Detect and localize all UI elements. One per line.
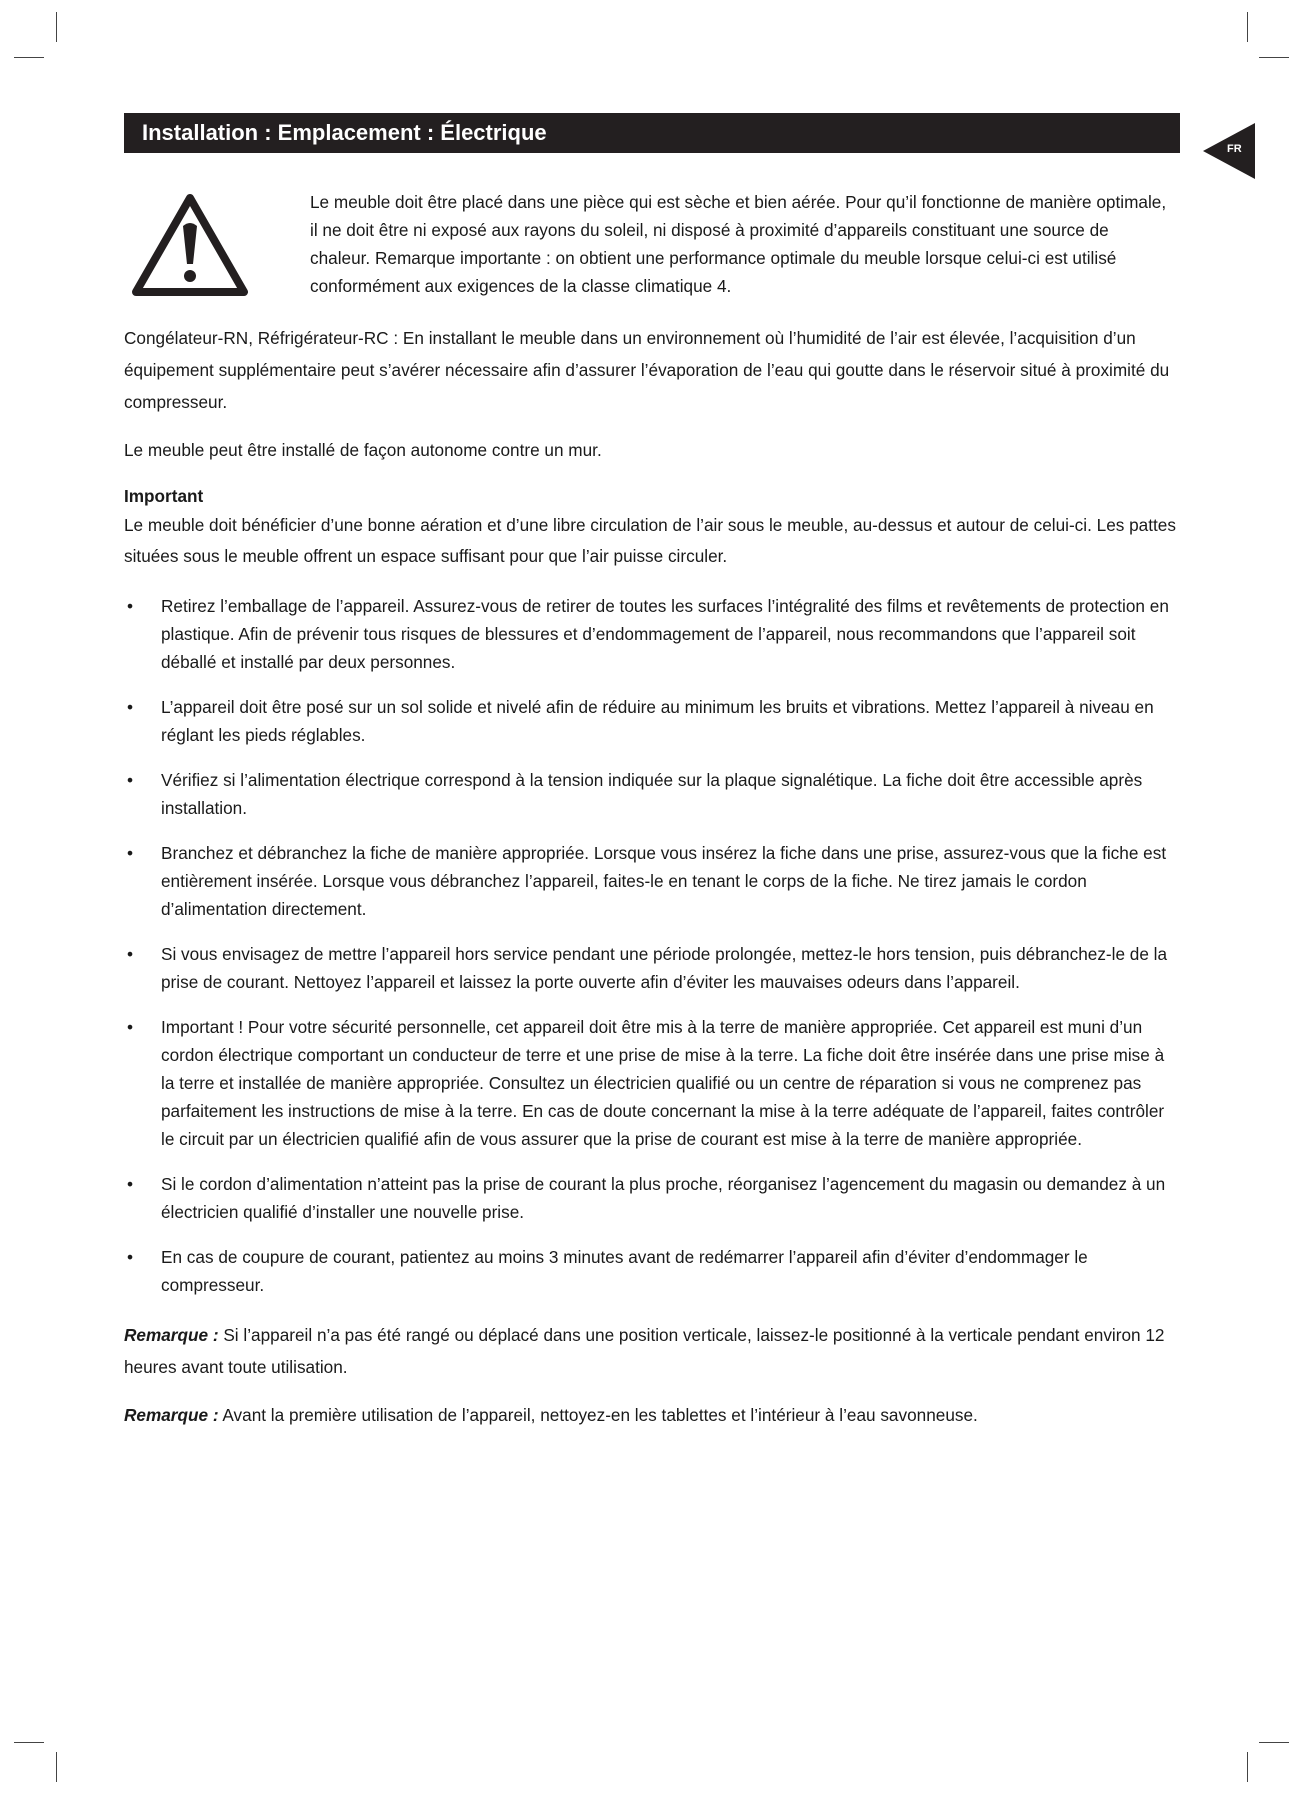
- warning-triangle-icon: [130, 190, 250, 298]
- remark-text: Avant la première utilisation de l’appareil, nettoyez-en les tablettes et l’intérieur à l’eau savonneuse.: [218, 1405, 978, 1425]
- bullet-icon: •: [127, 843, 134, 863]
- remark-text: Si l’appareil n’a pas été rangé ou déplacé dans une position verticale, laissez-le positionné à la verticale pendant environ 12 heures avant toute utilisation.: [124, 1325, 1165, 1377]
- bullet-icon: •: [127, 697, 134, 717]
- crop-mark: [1247, 12, 1248, 42]
- instruction-list: [124, 592, 1180, 1299]
- crop-mark: [56, 12, 57, 42]
- list-item-text: Si le cordon d’alimentation n’atteint pas la prise de courant la plus proche, réorganisez l’agencement du magasin ou demandez à un électricien qualifié d’installer une nouvelle prise.: [161, 1174, 1166, 1222]
- crop-mark: [1259, 1742, 1289, 1743]
- list-item-text: Si vous envisagez de mettre l’appareil hors service pendant une période prolongée, mettez-le hors tension, puis débranchez-le de la prise de courant. Nettoyez l’appareil et laissez la porte ouverte afin d’éviter les mauvaises odeurs dans l’appareil.: [161, 944, 1168, 992]
- list-item-text: Important ! Pour votre sécurité personnelle, cet appareil doit être mis à la terre de manière appropriée. Cet appareil est muni d’un cordon électrique comportant un conducteur de terre et une prise de mise à la terre. La fiche doit être insérée dans une prise mise à la terre et installée de manière appropriée. Consultez un électricien qualifié ou un centre de réparation si vous ne comprenez pas parfaitement les instructions de mise à la terre. En cas de doute concernant la mise à la terre adéquate de l’appareil, faites contrôler le circuit par un électricien qualifié afin de vous assurer que la prise de courant est mise à la terre de manière appropriée.: [161, 1017, 1165, 1149]
- list-item-text: Vérifiez si l’alimentation électrique correspond à la tension indiquée sur la plaque signalétique. La fiche doit être accessible après installation.: [161, 770, 1143, 818]
- remark-paragraph: [124, 1399, 1180, 1431]
- paragraph-humidity: Congélateur-RN, Réfrigérateur-RC : En installant le meuble dans un environnement où l’humidité de l’air est élevée, l’acquisition d’un équipement supplémentaire peut s’avérer nécessaire afin d’assurer l’évaporation de l’eau qui goutte dans le réservoir situé à proximité du compresseur.: [124, 328, 1170, 412]
- list-item-text: Retirez l’emballage de l’appareil. Assurez-vous de retirer de toutes les surfaces l’intégralité des films et revêtements de protection en plastique. Afin de prévenir tous risques de blessures et d’endommagement de l’appareil, nous recommandons que l’appareil soit déballé et installé par deux personnes.: [161, 596, 1169, 672]
- bullet-icon: •: [127, 1017, 134, 1037]
- crop-mark: [14, 1742, 44, 1743]
- list-item-text: Branchez et débranchez la fiche de manière appropriée. Lorsque vous insérez la fiche dans une prise, assurez-vous que la fiche est entièrement insérée. Lorsque vous débranchez l’appareil, faites-le en tenant le corps de la fiche. Ne tirez jamais le cordon d’alimentation directement.: [161, 843, 1167, 919]
- main-content: [124, 322, 1180, 1431]
- remark-label: Remarque :: [124, 1325, 219, 1345]
- list-item: [124, 592, 1180, 676]
- list-item-text: En cas de coupure de courant, patientez au moins 3 minutes avant de redémarrer l’appareil afin d’éviter d’endommager le compresseur.: [161, 1247, 1088, 1295]
- list-item: [124, 1013, 1180, 1153]
- crop-mark: [1247, 1752, 1248, 1782]
- list-item: [124, 839, 1180, 923]
- remark-paragraph: [124, 1319, 1180, 1383]
- paragraph-wall: Le meuble peut être installé de façon autonome contre un mur.: [124, 440, 602, 460]
- remark-label: Remarque :: [124, 1405, 219, 1425]
- language-tab: [1203, 123, 1255, 179]
- bullet-icon: •: [127, 1174, 134, 1194]
- list-item-text: L’appareil doit être posé sur un sol solide et nivelé afin de réduire au minimum les bruits et vibrations. Mettez l’appareil à niveau en réglant les pieds réglables.: [161, 697, 1154, 745]
- important-paragraph: Le meuble doit bénéficier d’une bonne aération et d’une libre circulation de l’air sous le meuble, au-dessus et autour de celui-ci. Les pattes situées sous le meuble offrent un espace suffisant pour que l’air puisse circuler.: [124, 515, 1176, 566]
- bullet-icon: •: [127, 944, 134, 964]
- crop-mark: [56, 1752, 57, 1782]
- crop-mark: [14, 57, 44, 58]
- bullet-icon: •: [127, 596, 134, 616]
- list-item: [124, 766, 1180, 822]
- intro-paragraph: Le meuble doit être placé dans une pièce qui est sèche et bien aérée. Pour qu’il fonctionne de manière optimale, il ne doit être ni exposé aux rayons du soleil, ni disposé à proximité d’appareils constituant une source de chaleur. Remarque importante : on obtient une performance optimale du meuble lorsque celui-ci est utilisé conformément aux exigences de la classe climatique 4.: [310, 192, 1167, 296]
- list-item: [124, 1243, 1180, 1299]
- bullet-icon: •: [127, 770, 134, 790]
- language-label: FR: [1227, 143, 1242, 155]
- bullet-icon: •: [127, 1247, 134, 1267]
- list-item: [124, 693, 1180, 749]
- crop-mark: [1259, 57, 1289, 58]
- list-item: [124, 1170, 1180, 1226]
- section-title: Installation : Emplacement : Électrique: [124, 113, 1180, 153]
- important-heading: Important: [124, 486, 204, 506]
- list-item: [124, 940, 1180, 996]
